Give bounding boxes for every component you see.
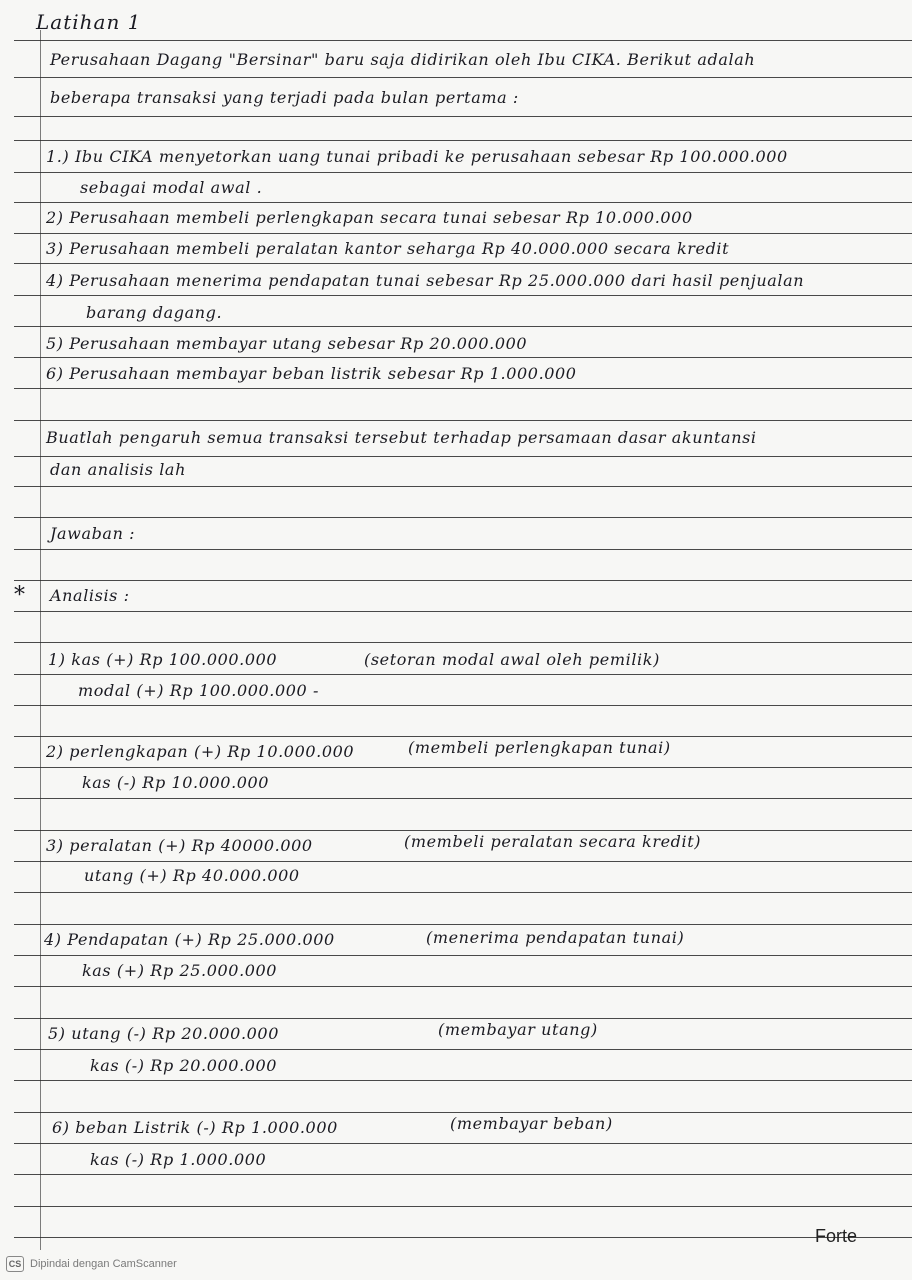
- ruled-line: [14, 986, 912, 987]
- analysis-2-line-2: kas (-) Rp 10.000.000: [82, 773, 270, 792]
- ruled-line: [14, 1143, 912, 1144]
- ruled-line: [14, 705, 912, 706]
- ruled-line: [14, 767, 912, 768]
- ruled-line: [14, 798, 912, 799]
- ruled-line: [14, 263, 912, 264]
- analysis-5-line-1: 5) utang (-) Rp 20.000.000: [48, 1024, 279, 1043]
- ruled-line: [14, 116, 912, 117]
- ruled-line: [14, 1237, 912, 1238]
- transaction-6: 6) Perusahaan membayar beban listrik sebesar Rp 1.000.000: [46, 364, 577, 383]
- ruled-line: [14, 357, 912, 358]
- instruction-line-1: Buatlah pengaruh semua transaksi tersebut terhadap persamaan dasar akuntansi: [46, 428, 757, 447]
- ruled-line: [14, 830, 912, 831]
- transaction-1-line-2: sebagai modal awal .: [80, 178, 263, 197]
- ruled-line: [14, 924, 912, 925]
- ruled-line: [14, 202, 912, 203]
- transaction-5: 5) Perusahaan membayar utang sebesar Rp 20.000.000: [46, 334, 528, 353]
- analysis-2-line-1: 2) perlengkapan (+) Rp 10.000.000: [46, 742, 355, 761]
- transaction-2: 2) Perusahaan membeli perlengkapan secara tunai sebesar Rp 10.000.000: [46, 208, 693, 227]
- ruled-line: [14, 388, 912, 389]
- analysis-6-note: (membayar beban): [450, 1114, 613, 1133]
- analysis-1-line-2: modal (+) Rp 100.000.000 -: [78, 681, 320, 700]
- ruled-line: [14, 1174, 912, 1175]
- analysis-5-line-2: kas (-) Rp 20.000.000: [90, 1056, 278, 1075]
- transaction-4-line-1: 4) Perusahaan menerima pendapatan tunai sebesar Rp 25.000.000 dari hasil penjualan: [46, 271, 805, 290]
- analysis-3-note: (membeli peralatan secara kredit): [404, 832, 702, 851]
- ruled-line: [14, 549, 912, 550]
- ruled-line: [14, 1112, 912, 1113]
- ruled-line: [14, 486, 912, 487]
- ruled-line: [14, 611, 912, 612]
- analysis-4-line-1: 4) Pendapatan (+) Rp 25.000.000: [44, 930, 335, 949]
- ruled-line: [14, 1049, 912, 1050]
- ruled-line: [14, 456, 912, 457]
- analysis-3-line-1: 3) peralatan (+) Rp 40000.000: [46, 836, 313, 855]
- analysis-1-note: (setoran modal awal oleh pemilik): [364, 650, 660, 669]
- ruled-line: [14, 420, 912, 421]
- camscanner-logo-icon: CS: [6, 1256, 24, 1272]
- analysis-4-line-2: kas (+) Rp 25.000.000: [82, 961, 278, 980]
- page-title: Latihan 1: [36, 10, 142, 34]
- problem-intro-line-2: beberapa transaksi yang terjadi pada bulan pertama :: [50, 88, 519, 107]
- scanner-watermark: [6, 1256, 177, 1272]
- transaction-4-line-2: barang dagang.: [86, 303, 223, 322]
- scanner-watermark-text: Dipindai dengan CamScanner: [30, 1258, 177, 1270]
- transaction-3: 3) Perusahaan membeli peralatan kantor seharga Rp 40.000.000 secara kredit: [46, 239, 730, 258]
- instruction-line-2: dan analisis lah: [50, 460, 186, 479]
- asterisk-bullet-icon: *: [14, 583, 26, 608]
- analysis-5-note: (membayar utang): [438, 1020, 598, 1039]
- analysis-label: Analisis :: [50, 586, 130, 605]
- ruled-line: [14, 736, 912, 737]
- ruled-line: [14, 892, 912, 893]
- analysis-1-line-1: 1) kas (+) Rp 100.000.000: [48, 650, 278, 669]
- ruled-line: [14, 326, 912, 327]
- ruled-line: [14, 861, 912, 862]
- ruled-line: [14, 295, 912, 296]
- ruled-line: [14, 1206, 912, 1207]
- analysis-6-line-2: kas (-) Rp 1.000.000: [90, 1150, 267, 1169]
- ruled-line: [14, 140, 912, 141]
- ruled-line: [14, 172, 912, 173]
- ruled-line: [14, 955, 912, 956]
- ruled-line: [14, 517, 912, 518]
- ruled-line: [14, 233, 912, 234]
- ruled-line: [14, 1080, 912, 1081]
- notebook-brand: Forte: [814, 1226, 857, 1246]
- analysis-6-line-1: 6) beban Listrik (-) Rp 1.000.000: [52, 1118, 338, 1137]
- ruled-line: [14, 580, 912, 581]
- ruled-line: [14, 1018, 912, 1019]
- ruled-line: [14, 40, 912, 41]
- ruled-line: [14, 674, 912, 675]
- analysis-3-line-2: utang (+) Rp 40.000.000: [84, 866, 300, 885]
- ruled-line: [14, 77, 912, 78]
- analysis-4-note: (menerima pendapatan tunai): [426, 928, 685, 947]
- analysis-2-note: (membeli perlengkapan tunai): [408, 738, 671, 757]
- margin-line: [40, 30, 41, 1250]
- ruled-line: [14, 642, 912, 643]
- problem-intro-line-1: Perusahaan Dagang "Bersinar" baru saja didirikan oleh Ibu CIKA. Berikut adalah: [50, 50, 756, 69]
- answer-label: Jawaban :: [50, 524, 136, 543]
- transaction-1-line-1: 1.) Ibu CIKA menyetorkan uang tunai pribadi ke perusahaan sebesar Rp 100.000.000: [46, 147, 788, 166]
